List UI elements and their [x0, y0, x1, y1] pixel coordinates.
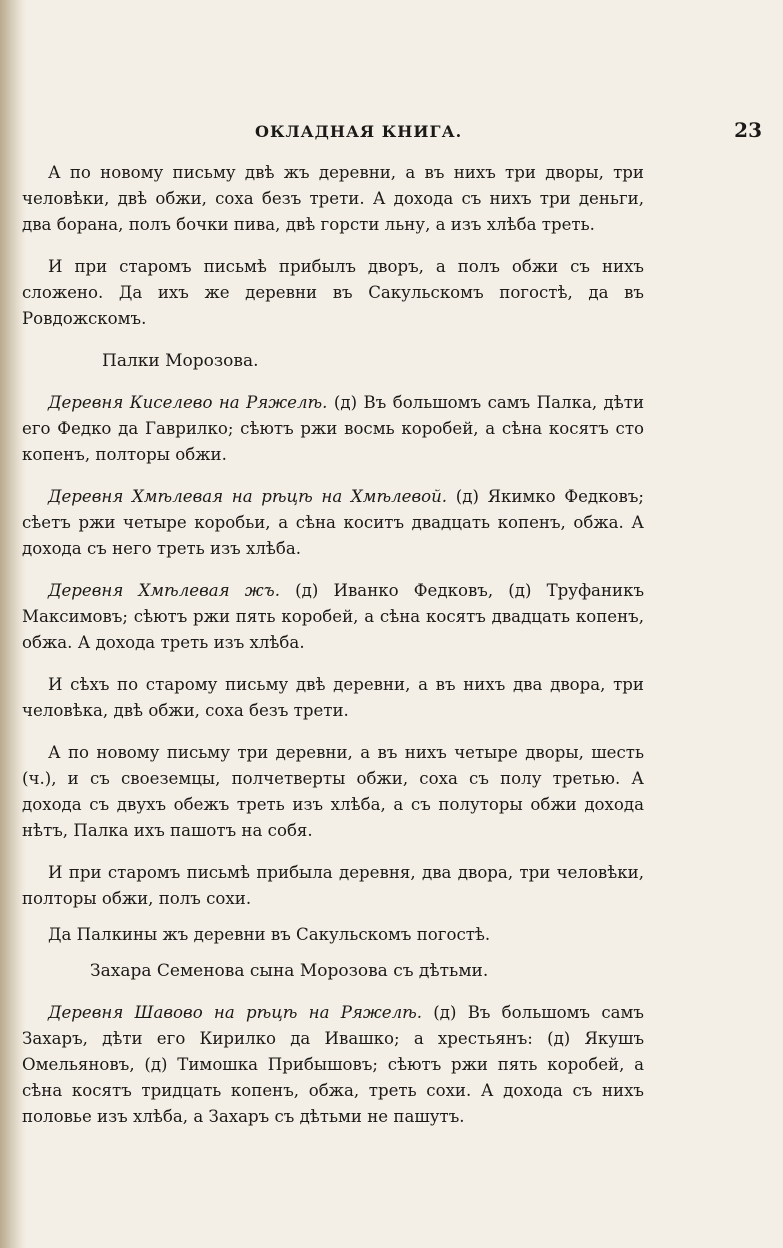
running-header — [22, 118, 762, 148]
running-title: ОКЛАДНАЯ КНИГА. — [255, 122, 463, 141]
paragraph: И при старомъ письмѣ прибылъ дворъ, а полъ обжи съ нихъ сложено. Да ихъ же деревни въ Сакульскомъ погостѣ, да въ Ровдожскомъ. — [22, 257, 644, 328]
village-entry — [22, 484, 644, 562]
page-body — [22, 160, 644, 1146]
paragraph: Да Палкины жъ деревни въ Сакульскомъ погостѣ. — [48, 925, 491, 944]
village-name: Деревня Шавово на рѣцѣ на Ряжелѣ. — [48, 1003, 423, 1022]
village-name: Деревня Хмѣлевая на рѣцѣ на Хмѣлевой. — [48, 487, 448, 506]
section-heading: Захара Семенова сына Морозова съ дѣтьми. — [90, 961, 489, 981]
entry-text: (д) Иванко Федковъ, (д) Труфаникъ Максимовъ; сѣютъ ржи пять коробей, а сѣна косятъ двадцать копенъ, обжа. А дохода треть изъ хлѣба. — [22, 581, 645, 652]
section-heading: Палки Морозова. — [102, 351, 259, 371]
village-entry — [22, 1000, 644, 1130]
page-number: 23 — [734, 118, 762, 142]
book-page — [22, 0, 762, 1248]
entry-text: (д) Якимко Федковъ; сѣетъ ржи четыре коробьи, а сѣна коситъ двадцать копенъ, обжа. А дохода съ него треть изъ хлѣба. — [22, 487, 644, 558]
entry-text: (д) Въ большомъ самъ Захаръ, дѣти его Кирилко да Ивашко; а хрестьянъ: (д) Якушъ Омельяновъ, (д) Тимошка Прибышовъ; сѣютъ ржи пять коробей, а сѣна косятъ тридцать копенъ, обжа, треть сохи. А дохода съ нихъ половье изъ хлѣба, а Захаръ съ дѣтьми не пашутъ. — [22, 1003, 644, 1126]
entry-text: (д) Въ большомъ самъ Палка, дѣти его Федко да Гаврилко; сѣютъ ржи восмь коробей, а сѣна косятъ сто копенъ, полторы обжи. — [22, 393, 645, 464]
village-name: Деревня Хмѣлевая жъ. — [48, 581, 280, 600]
paragraph: А по новому письму три деревни, а въ нихъ четыре дворы, шесть (ч.), и съ своеземцы, полчетверты обжи, соха съ полу третью. А дохода съ двухъ обежъ треть изъ хлѣба, а съ полуторы обжи дохода нѣтъ, Палка ихъ пашотъ на собя. — [22, 743, 644, 840]
village-name: Деревня Киселево на Ряжелѣ. — [48, 393, 328, 412]
paragraph: И при старомъ письмѣ прибыла деревня, два двора, три человѣки, полторы обжи, полъ сохи. — [22, 863, 644, 908]
paragraph: А по новому письму двѣ жъ деревни, а въ нихъ три дворы, три человѣки, двѣ обжи, соха безъ трети. А дохода съ нихъ три деньги, два борана, полъ бочки пива, двѣ горсти льну, а изъ хлѣба треть. — [22, 163, 644, 234]
village-entry — [22, 390, 644, 468]
village-entry — [22, 578, 644, 656]
paragraph: И сѣхъ по старому письму двѣ деревни, а въ нихъ два двора, три человѣка, двѣ обжи, соха безъ трети. — [22, 675, 644, 720]
